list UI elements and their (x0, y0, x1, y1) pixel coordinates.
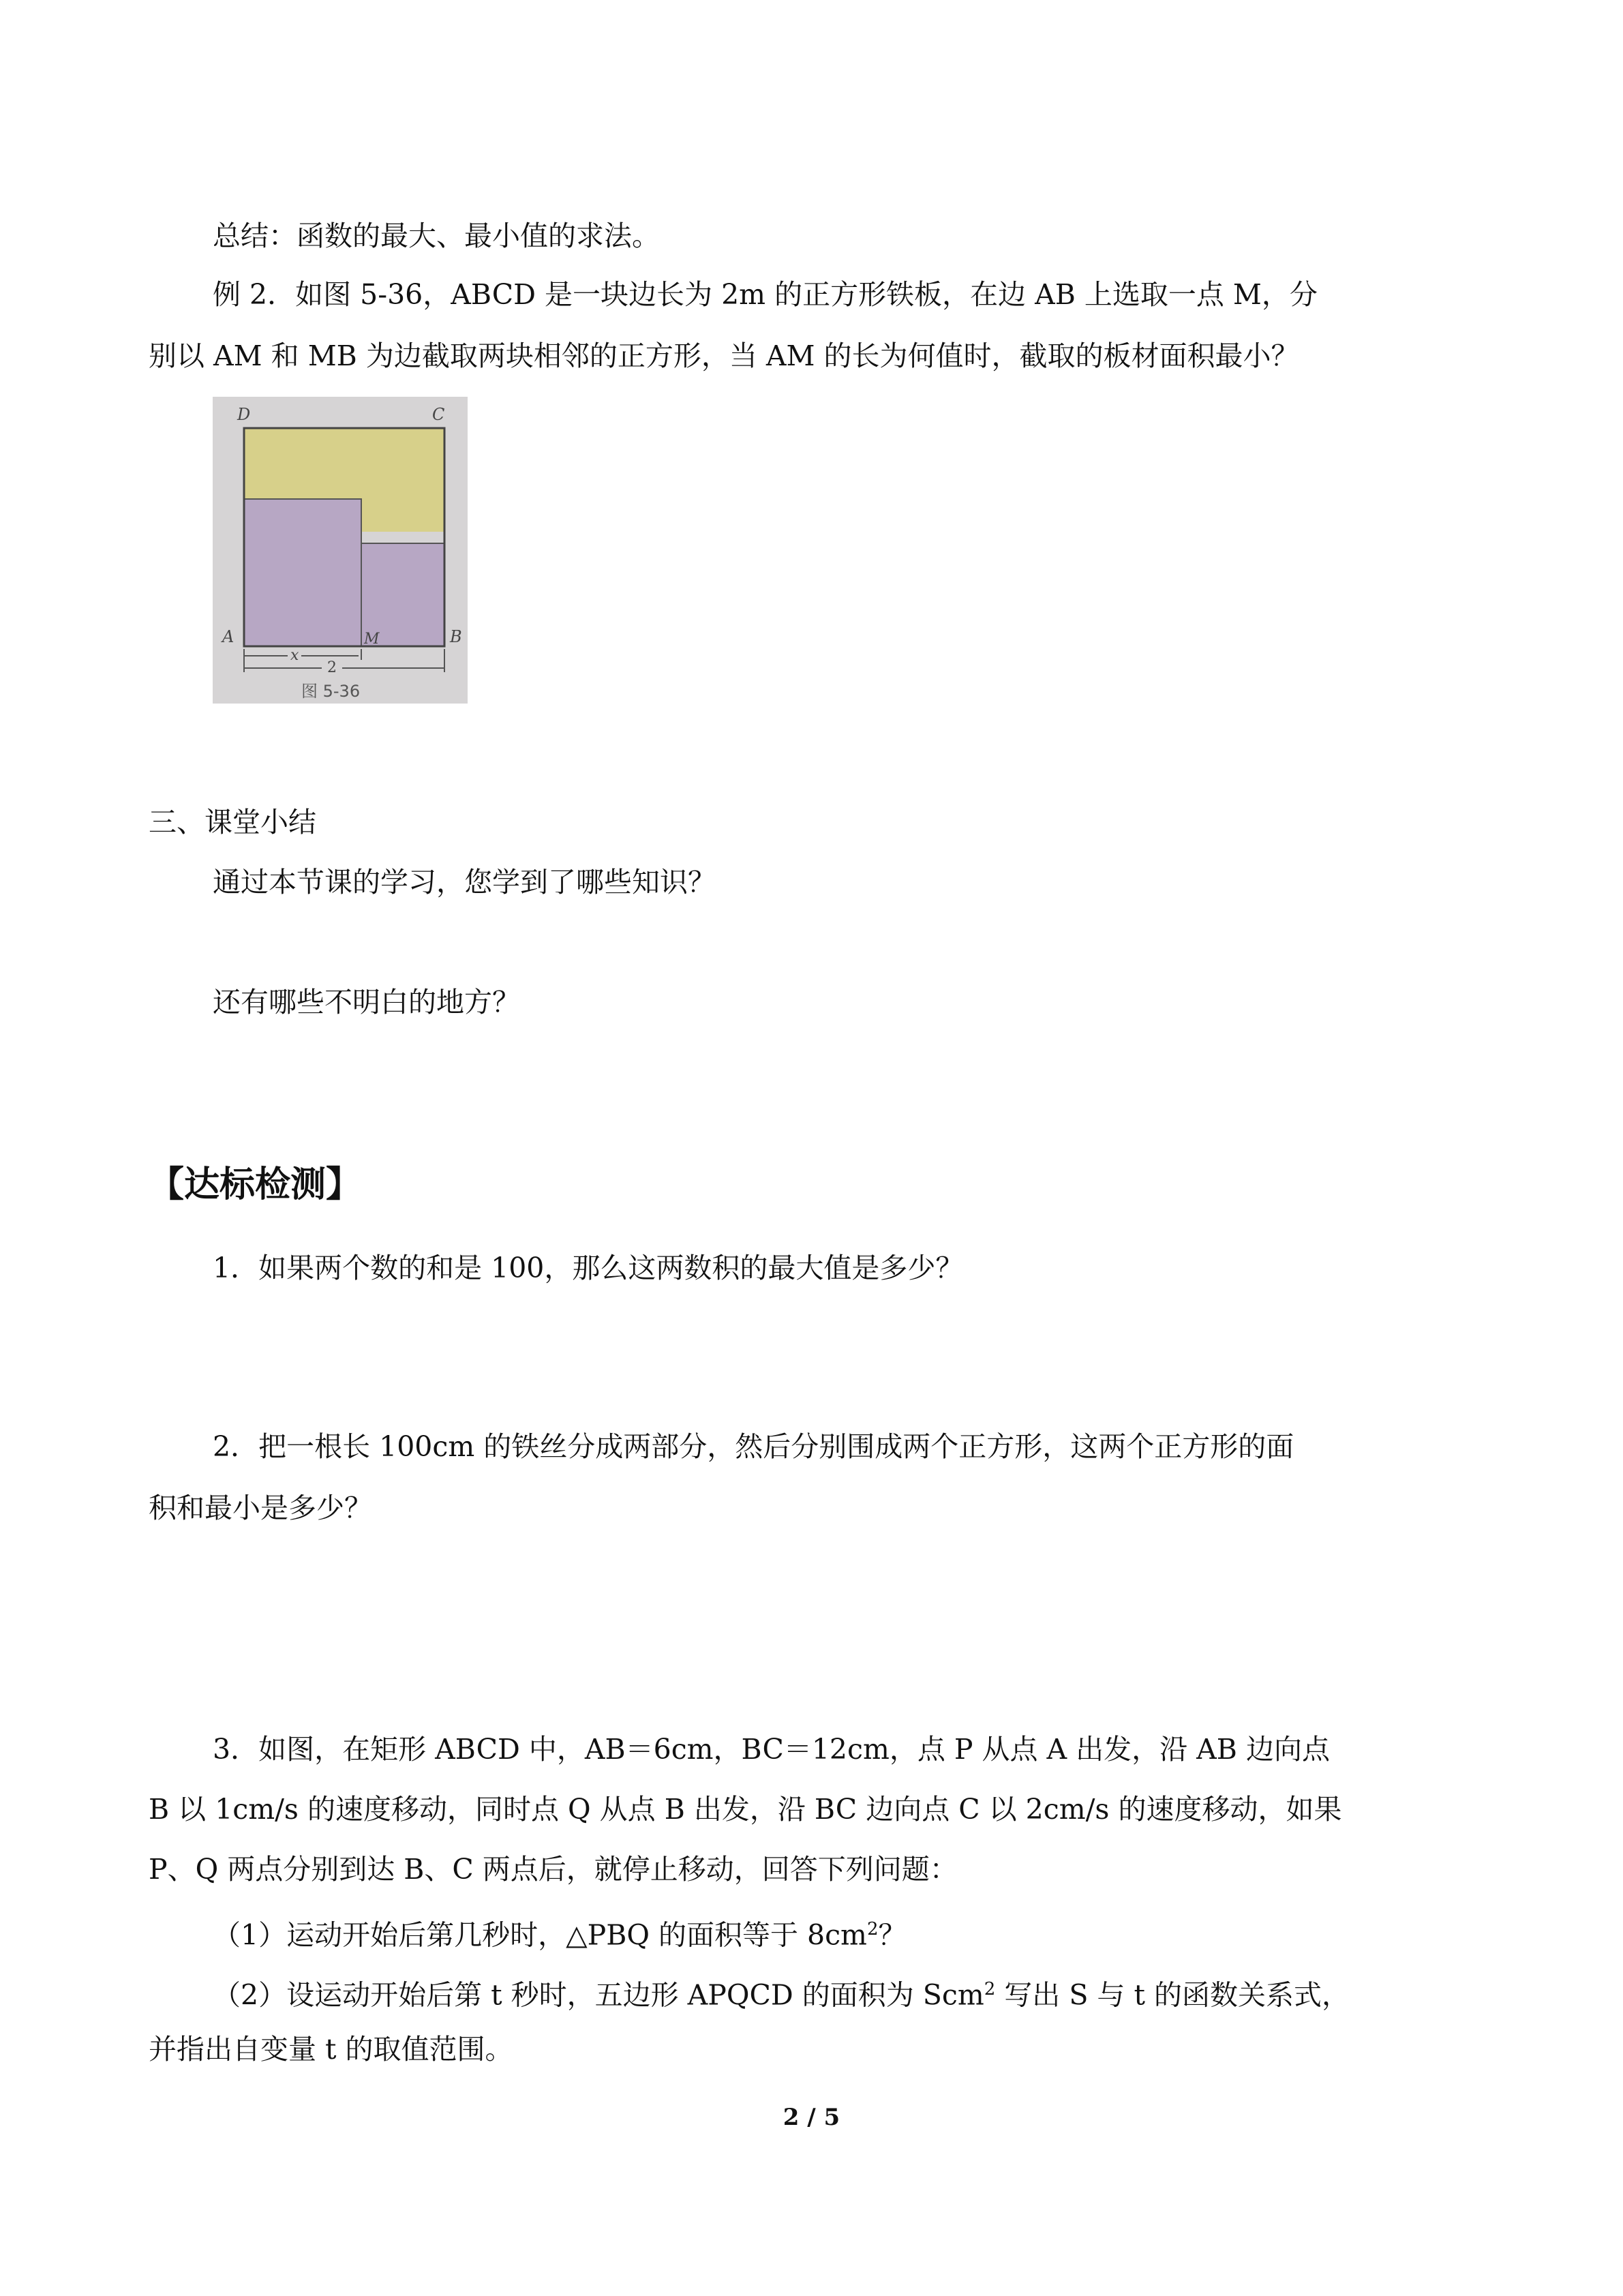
question-2-line-2: 积和最小是多少？ (149, 1492, 372, 1524)
figure-5-36 (213, 397, 468, 704)
q3-sub2-end: 写出 S 与 t 的函数关系式， (995, 1978, 1350, 2012)
label-c: C (432, 405, 445, 424)
q3-sub2-superscript: 2 (984, 1979, 996, 1999)
summary-line: 总结：函数的最大、最小值的求法。 (213, 220, 660, 252)
question-3-line-1: 3．如图，在矩形 ABCD 中，AB＝6cm，BC＝12cm，点 P 从点 A 出发，沿 AB 边向点 (213, 1733, 1330, 1766)
section3-question-2: 还有哪些不明白的地方？ (213, 986, 520, 1018)
example2-line-1: 例 2．如图 5-36，ABCD 是一块边长为 2m 的正方形铁板，在边 AB 上选取一点 M，分 (213, 278, 1318, 311)
q3-sub1-superscript: 2 (866, 1919, 879, 1939)
question-1: 1．如果两个数的和是 100，那么这两数积的最大值是多少？ (213, 1252, 964, 1284)
question-3-sub-2-line-2: 并指出自变量 t 的取值范围。 (149, 2033, 513, 2066)
example2-line-2: 别以 AM 和 MB 为边截取两块相邻的正方形，当 AM 的长为何值时，截取的板材面积最小？ (149, 339, 1299, 372)
question-2-line-1: 2．把一根长 100cm 的铁丝分成两部分，然后分别围成两个正方形，这两个正方形的面 (213, 1430, 1294, 1463)
section3-title: 三、课堂小结 (149, 806, 316, 839)
question-3-line-2: B 以 1cm/s 的速度移动，同时点 Q 从点 B 出发，沿 BC 边向点 C 以 2cm/s 的速度移动，如果 (149, 1793, 1342, 1826)
question-3-sub-2-line-1 (213, 1970, 1350, 2014)
label-2: 2 (327, 659, 337, 676)
label-x: x (290, 647, 299, 664)
q3-sub2-text: （2）设运动开始后第 t 秒时，五边形 APQCD 的面积为 Scm (213, 1978, 984, 2012)
label-b: B (450, 627, 462, 646)
figure-caption: 图 5-36 (301, 682, 361, 701)
question-3-sub-1 (213, 1910, 906, 1954)
page-number: 2 / 5 (783, 2104, 840, 2131)
label-a: A (222, 627, 234, 646)
q3-sub1-end: ？ (878, 1918, 907, 1952)
test-heading: 【达标检测】 (149, 1164, 362, 1205)
purple-square-am (244, 499, 361, 646)
label-d: D (237, 405, 251, 424)
square-diagram (213, 397, 468, 704)
q3-sub1-text: （1）运动开始后第几秒时，△PBQ 的面积等于 8cm (213, 1918, 867, 1952)
label-m: M (364, 631, 380, 648)
section3-question-1: 通过本节课的学习，您学到了哪些知识？ (213, 866, 716, 898)
question-3-line-3: P、Q 两点分别到达 B、C 两点后，就停止移动，回答下列问题： (149, 1853, 958, 1886)
